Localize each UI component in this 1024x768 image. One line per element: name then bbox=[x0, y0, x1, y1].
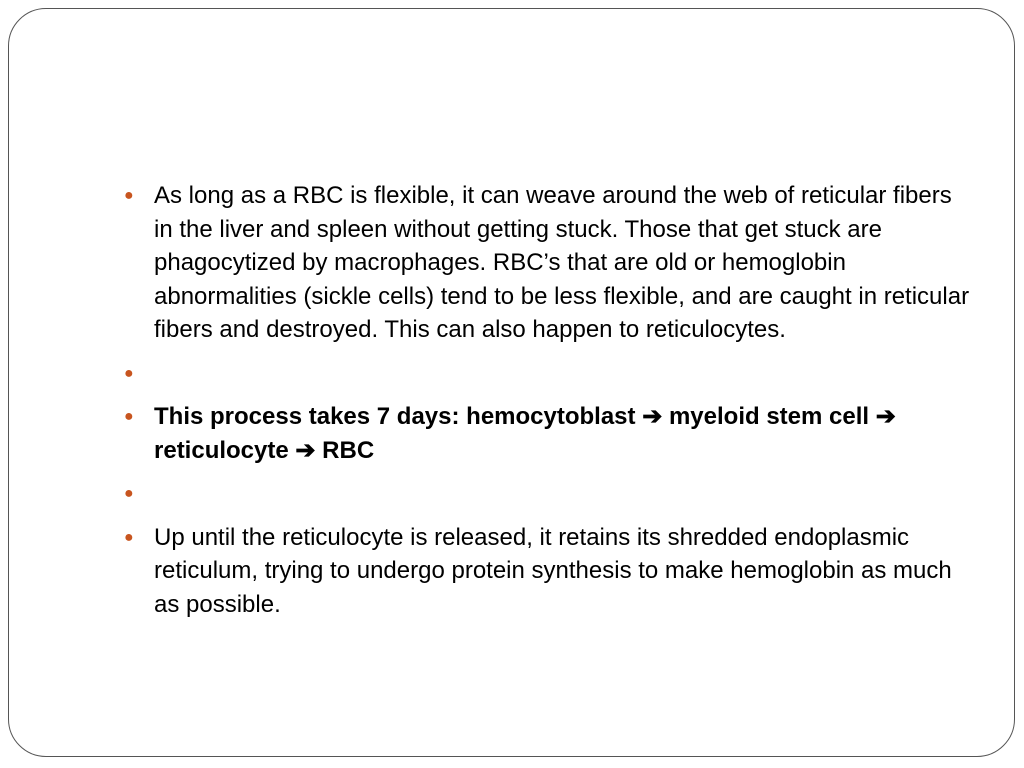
bullet-item-1 bbox=[124, 179, 974, 347]
bullet-dot-icon: ● bbox=[124, 364, 134, 382]
bullet-dot-icon: ● bbox=[124, 187, 134, 204]
bullet-text-1: As long as a RBC is flexible, it can weave around the web of reticular fibers in the liver and spleen without getting stuck. Those that get stuck are phagocytized by macrophages. RBC’s that are old or hemoglobin abnormalities (sickle cells) tend to be less flexible, and are caught in reticular fibers and destroyed. This can also happen to reticulocytes. bbox=[154, 182, 970, 343]
bullet-dot-icon: ● bbox=[124, 528, 134, 546]
bullet-item-4 bbox=[124, 477, 974, 511]
bullet-dot-icon: ● bbox=[124, 408, 134, 425]
slide-frame bbox=[8, 8, 1015, 757]
bullet-item-5 bbox=[124, 521, 974, 622]
bullet-list bbox=[124, 179, 974, 631]
bullet-text-3: This process takes 7 days: hemocytoblast ➔ myeloid stem cell ➔ reticulocyte ➔ RBC bbox=[154, 403, 896, 464]
bullet-text-5: Up until the reticulocyte is released, it retains its shredded endoplasmic reticulum, trying to undergo protein synthesis to make hemoglobin as much as possible. bbox=[154, 523, 952, 618]
bullet-dot-icon: ● bbox=[124, 485, 134, 502]
bullet-item-3 bbox=[124, 400, 974, 467]
bullet-item-2 bbox=[124, 357, 974, 391]
